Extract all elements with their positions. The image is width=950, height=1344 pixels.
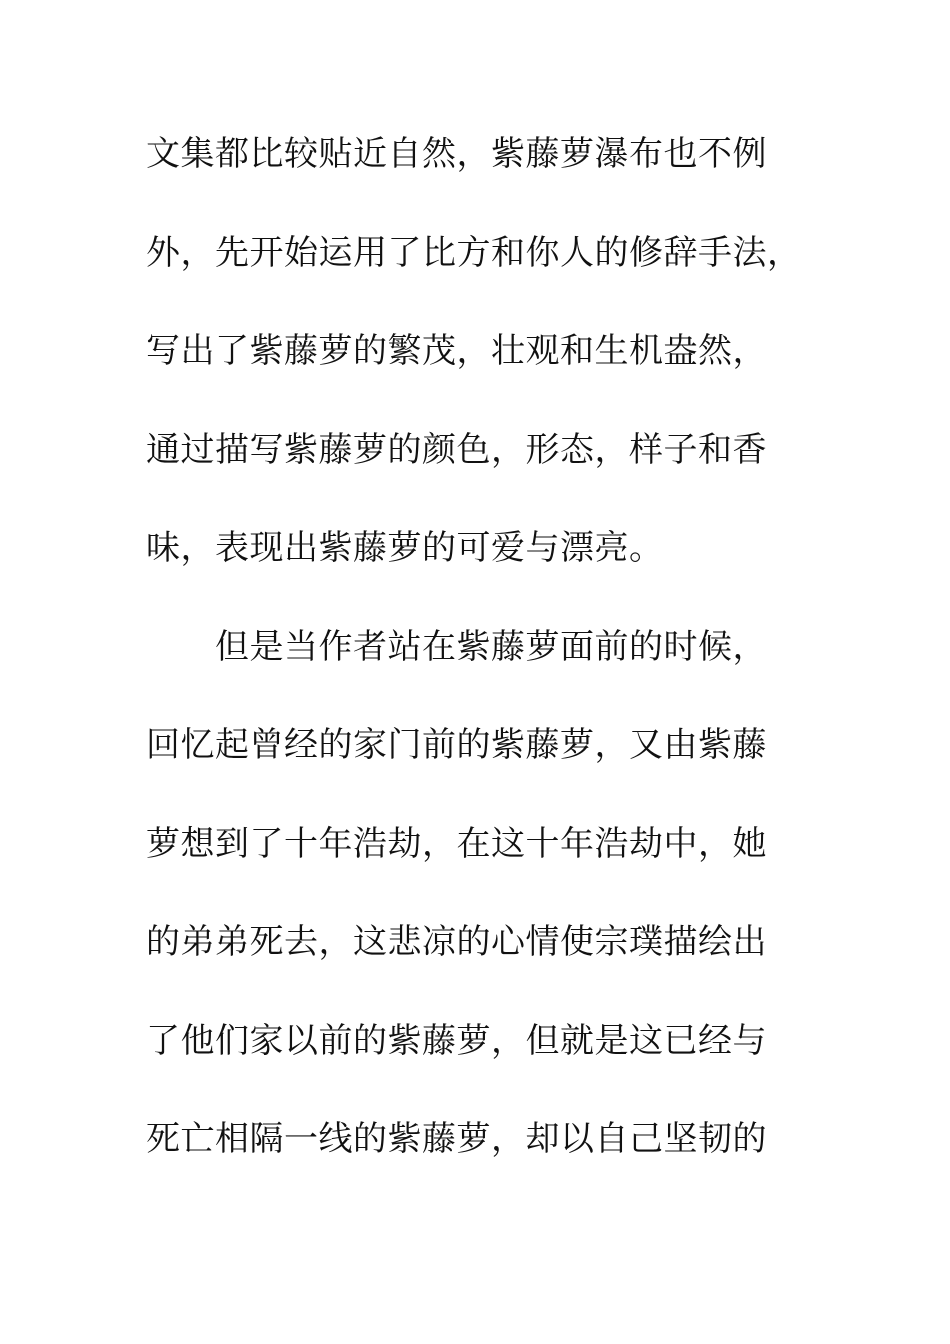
text-line: 死亡相隔一线的紫藤萝，却以自己坚韧的	[146, 1119, 767, 1159]
text-line: 通过描写紫藤萝的颜色，形态，样子和香	[146, 429, 767, 470]
text-line: 萝想到了十年浩劫，在这十年浩劫中，她	[146, 823, 767, 864]
text-line: 文集都比较贴近自然，紫藤萝瀑布也不例	[146, 134, 767, 174]
text-line: 的弟弟死去，这悲凉的心情使宗璞描绘出	[146, 922, 767, 962]
text-line: 外，先开始运用了比方和你人的修辞手法，	[146, 232, 802, 273]
text-line: 写出了紫藤萝的繁茂，壮观和生机盎然，	[146, 331, 767, 371]
text-line: 回忆起曾经的家门前的紫藤萝，又由紫藤	[146, 725, 767, 765]
text-line: 味，表现出紫藤萝的可爱与漂亮。	[146, 528, 664, 568]
text-line: 了他们家以前的紫藤萝，但就是这已经与	[146, 1020, 767, 1061]
paragraph-first-line: 但是当作者站在紫藤萝面前的时候，	[215, 626, 767, 667]
body-text	[146, 124, 806, 1208]
